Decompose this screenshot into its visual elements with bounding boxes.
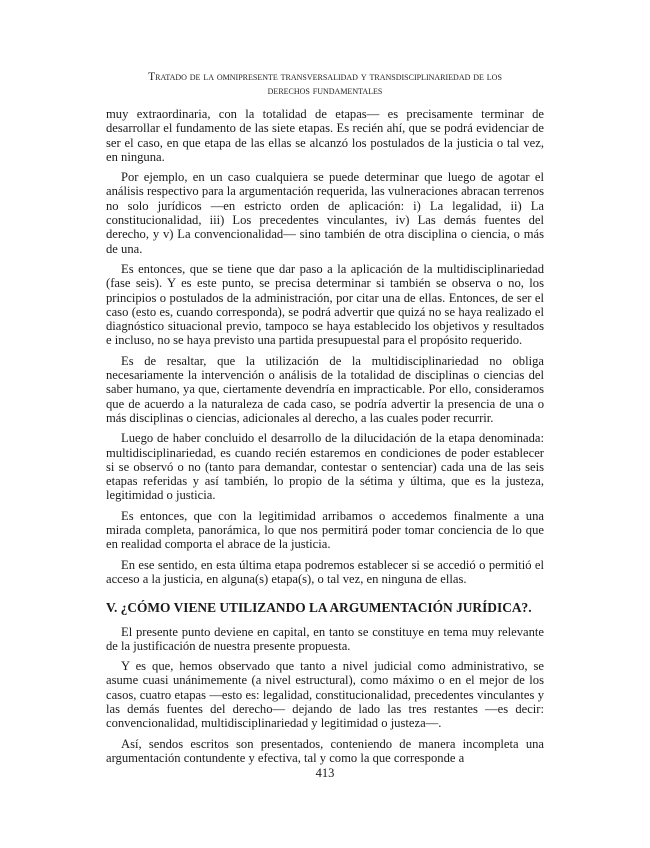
- paragraph: En ese sentido, en esta última etapa podremos establecer si se accedió o permitió el acceso a la justicia, en alguna(s) etapa(s), o tal vez, en ninguna de ellas.: [106, 557, 544, 586]
- paragraph: Luego de haber concluido el desarrollo de la dilucidación de la etapa denominada: multidisciplinariedad, es cuando recién estaremos en condiciones de poder establecer si se observó o no (tanto para demandar, contestar o sentenciar) cada una de las seis etapas referidas y así también, lo propio de la sétima y última, que es la justeza, legitimidad o justicia.: [106, 431, 544, 503]
- paragraph: Es de resaltar, que la utilización de la multidisciplinariedad no obliga necesariamente la intervención o análisis de la totalidad de disciplinas o ciencias del saber humano, ya que, ciertamente devendría en impracticable. Por ello, consideramos que de acuerdo a la naturaleza de cada caso, se podría advertir la presencia de una o más disciplinas o ciencias, adicionales al derecho, a las cuales poder recurrir.: [106, 353, 544, 425]
- running-header-line-1: Tratado de la omnipresente transversalidad y transdisciplinariedad de los: [148, 71, 502, 83]
- paragraph: muy extraordinaria, con la totalidad de etapas— es precisamente terminar de desarrollar el fundamento de las siete etapas. Es recién ahí, que se podrá evidenciar de ser el caso, en que etapa de las ellas se alcanzó los postulados de la justicia o tal vez, en ninguna.: [106, 107, 544, 164]
- running-header-line-2: derechos fundamentales: [267, 85, 383, 97]
- paragraph: Y es que, hemos observado que tanto a nivel judicial como administrativo, se asume cuasi unánimemente (a nivel estructural), como máximo o en el mejor de los casos, cuatro etapas —esto es: legalidad, constitucionalidad, precedentes vinculantes y las demás fuentes del derecho— dejando de lado las tres restantes —es decir: convencionalidad, multidisciplinariedad y legitimidad o justeza—.: [106, 659, 544, 731]
- paragraph: El presente punto deviene en capital, en tanto se constituye en tema muy relevante de la justificación de nuestra presente propuesta.: [106, 624, 544, 653]
- page-number: 413: [315, 766, 335, 780]
- paragraph: Así, sendos escritos son presentados, conteniendo de manera incompleta una argumentación contundente y efectiva, tal y como la que corresponde a: [106, 736, 544, 765]
- page-body: [106, 107, 544, 771]
- paragraph: Es entonces, que se tiene que dar paso a la aplicación de la multidisciplinariedad (fase seis). Y es este punto, se precisa determinar si también se observa o no, los principios o postulados de la administración, por citar una de ellas. Entonces, de ser el caso (esto es, cuando corresponda), se podrá advertir que quizá no se haya realizado el diagnóstico situacional previo, tampoco se haya establecido los objetivos y resultados e incluso, no se haya previsto una partida presupuestal para el propósito requerido.: [106, 261, 544, 348]
- paragraph: Es entonces, que con la legitimidad arribamos o accedemos finalmente a una mirada completa, panorámica, lo que nos permitirá poder tomar conciencia de lo que en realidad comporta el abrace de la justicia.: [106, 508, 544, 552]
- paragraph: Por ejemplo, en un caso cualquiera se puede determinar que luego de agotar el análisis respectivo para la argumentación requerida, las vulneraciones abracan terrenos no solo jurídicos —en estricto orden de aplicación: i) La legalidad, ii) La constitucionalidad, iii) Los precedentes vinculantes, iv) Las demás fuentes del derecho, y v) La convencionalidad— sino también de otra disciplina o ciencia, o más de una.: [106, 170, 544, 256]
- running-header: [80, 70, 570, 98]
- section-heading: V. ¿CÓMO VIENE UTILIZANDO LA ARGUMENTACIÓN JURÍDICA?.: [106, 600, 532, 616]
